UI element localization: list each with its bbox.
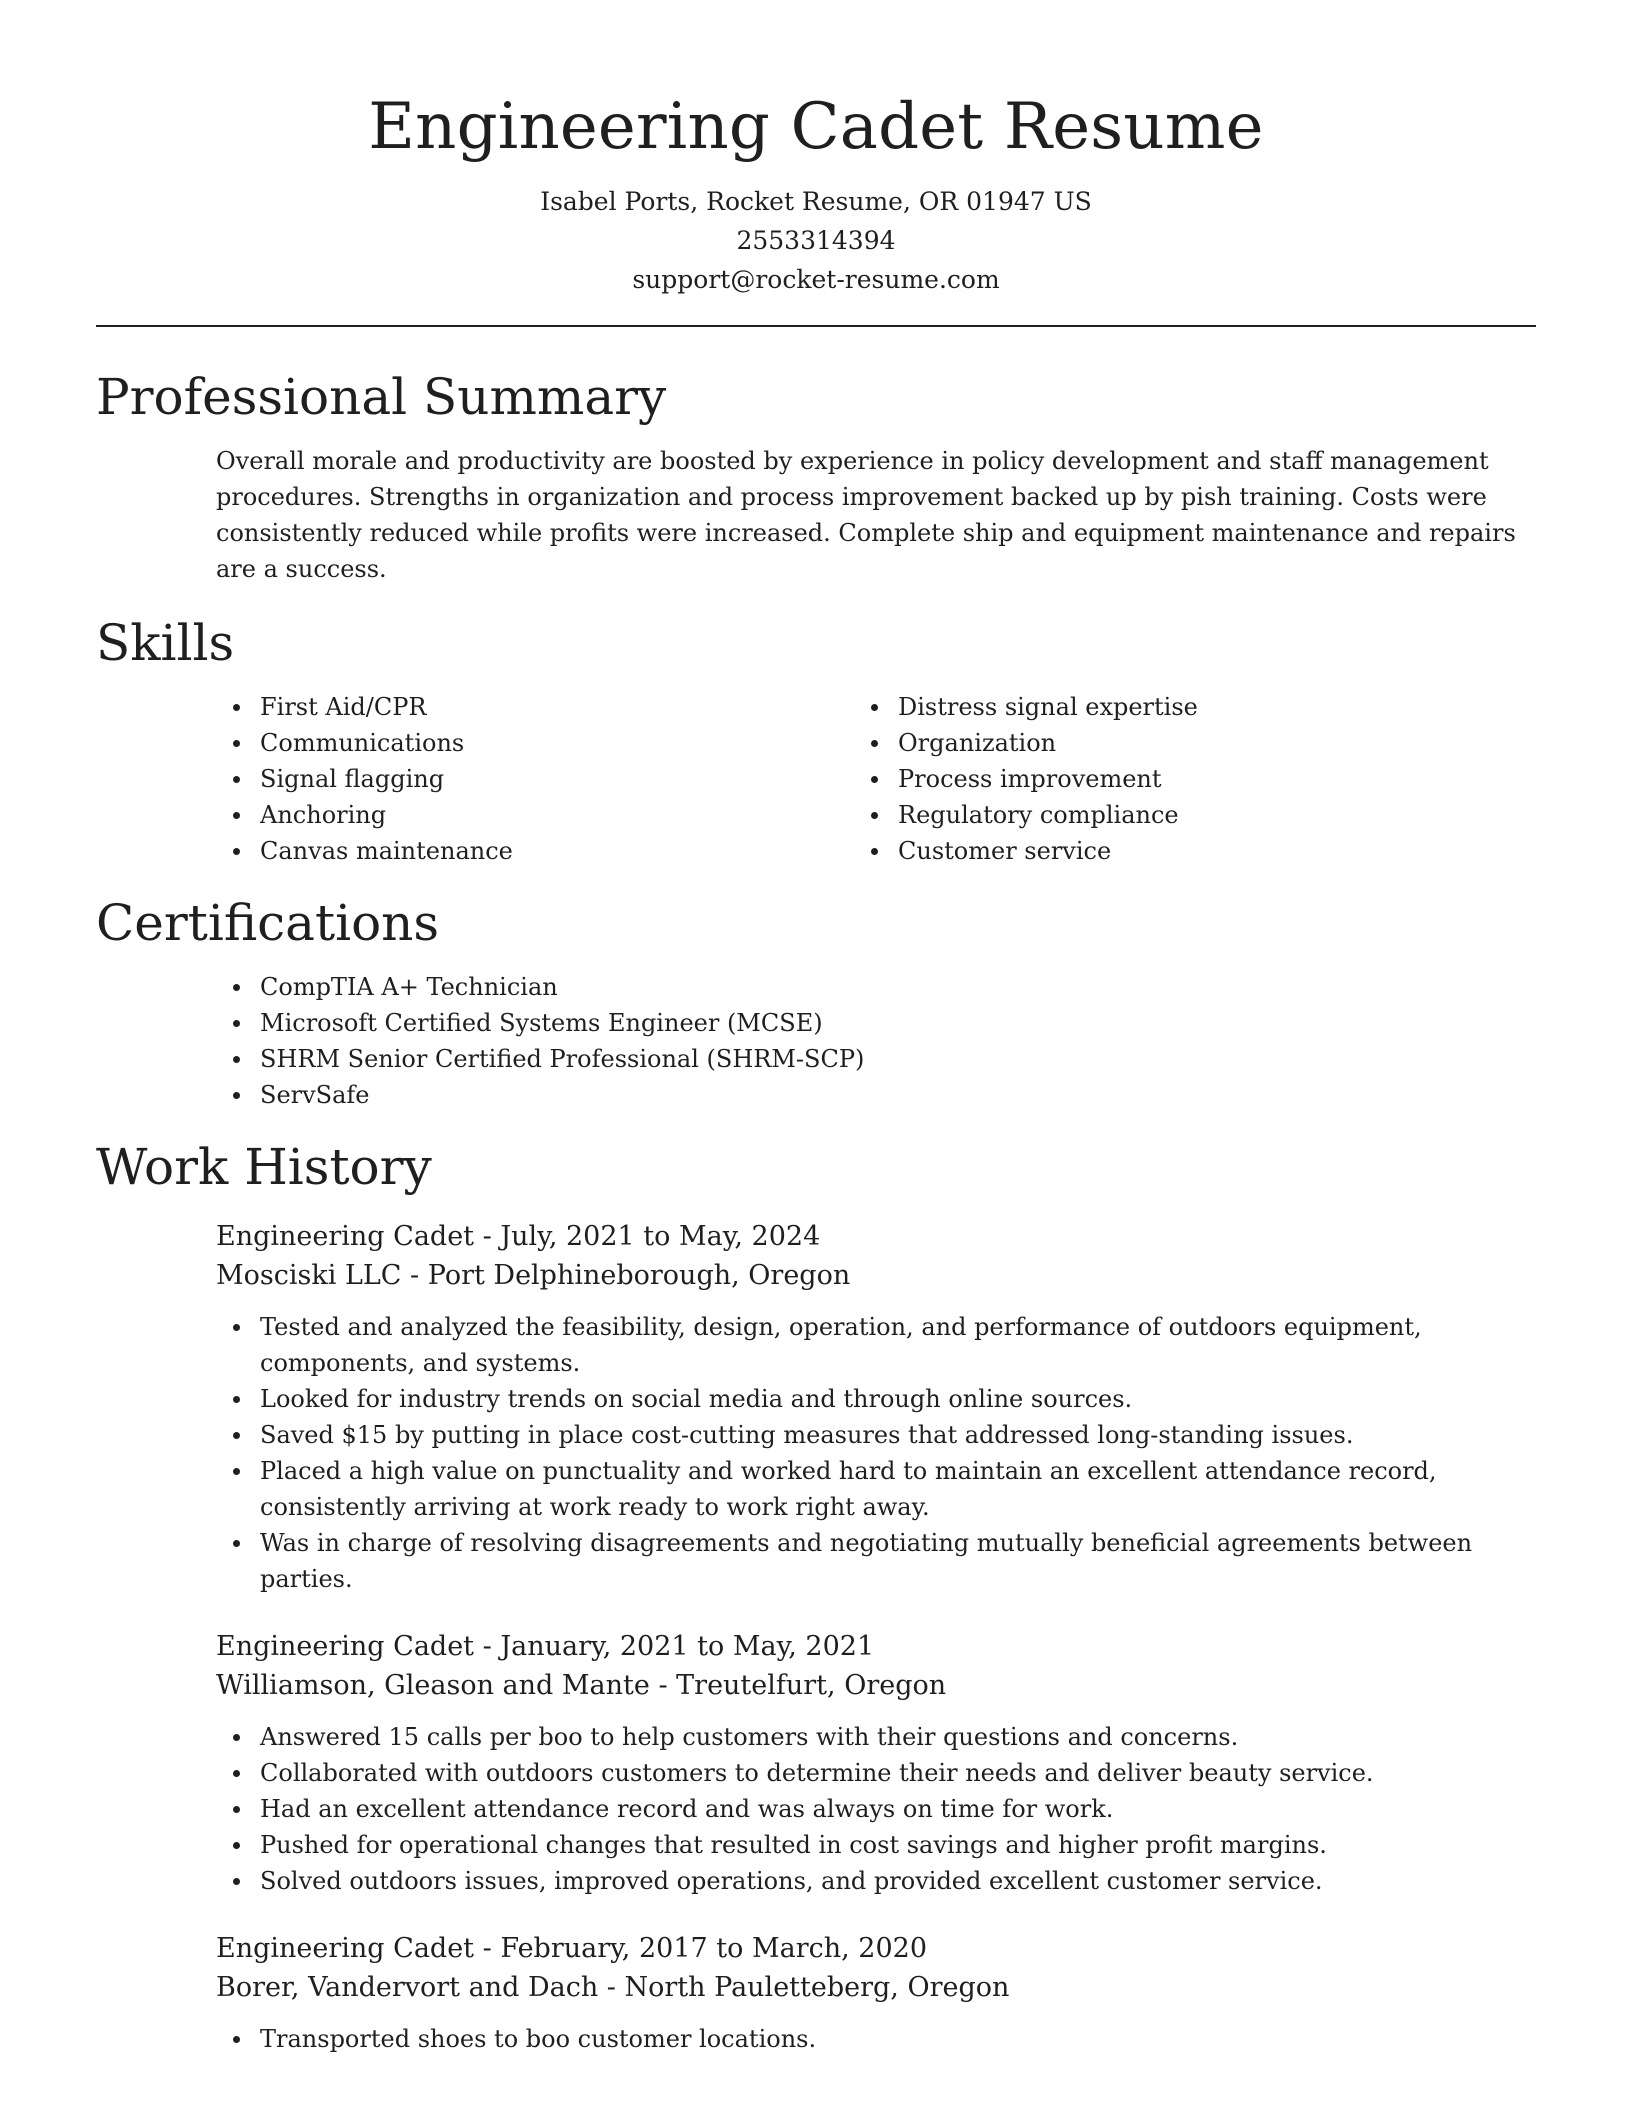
job-bullet-list xyxy=(260,1309,1500,1597)
job-bullet-list xyxy=(260,1719,1500,1899)
contact-phone: 2553314394 xyxy=(736,226,896,255)
certification-item: Microsoft Certified Systems Engineer (MCSE) xyxy=(260,1005,1536,1041)
skills-list-left xyxy=(260,689,898,869)
skills-section xyxy=(96,611,1536,869)
summary-section xyxy=(96,365,1536,587)
job-title: Engineering Cadet - July, 2021 to May, 2024 xyxy=(216,1221,821,1252)
skill-item: Customer service xyxy=(898,833,1536,869)
job-bullet: Pushed for operational changes that resulted in cost savings and higher profit margins. xyxy=(260,1827,1500,1863)
summary-heading: Professional Summary xyxy=(96,368,667,426)
job-entry xyxy=(216,1627,1536,1899)
certifications-heading: Certifications xyxy=(96,894,440,952)
skill-item: Canvas maintenance xyxy=(260,833,898,869)
skill-item: Organization xyxy=(898,725,1536,761)
certification-item: CompTIA A+ Technician xyxy=(260,969,1536,1005)
contact-block xyxy=(96,182,1536,299)
job-bullet: Saved $15 by putting in place cost-cutting measures that addressed long-standing issues. xyxy=(260,1417,1500,1453)
job-bullet: Answered 15 calls per boo to help customers with their questions and concerns. xyxy=(260,1719,1500,1755)
skills-grid xyxy=(260,689,1536,869)
job-bullet: Placed a high value on punctuality and worked hard to maintain an excellent attendance record, consistently arriving at work ready to work right away. xyxy=(260,1453,1500,1525)
skill-item: Signal flagging xyxy=(260,761,898,797)
skills-heading: Skills xyxy=(96,614,235,672)
skill-item: Regulatory compliance xyxy=(898,797,1536,833)
job-company: Williamson, Gleason and Mante - Treutelfurt, Oregon xyxy=(216,1670,947,1701)
resume-title: Engineering Cadet Resume xyxy=(368,90,1264,164)
job-bullet: Solved outdoors issues, improved operations, and provided excellent customer service. xyxy=(260,1863,1500,1899)
job-bullet: Transported shoes to boo customer locations. xyxy=(260,2021,1500,2057)
skills-list-right xyxy=(898,689,1536,869)
summary-text: Overall morale and productivity are boosted by experience in policy development and staff management procedures. Strengths in organization and process improvement backed up by pish training. Costs were consistently reduced while profits were increased. Complete ship and equipment maintenance and repairs are a success. xyxy=(216,447,1516,583)
certifications-section xyxy=(96,891,1536,1113)
contact-email: support@rocket-resume.com xyxy=(632,265,1000,294)
skill-item: First Aid/CPR xyxy=(260,689,898,725)
skill-item: Process improvement xyxy=(898,761,1536,797)
certification-item: ServSafe xyxy=(260,1077,1536,1113)
job-entry xyxy=(216,1217,1536,1597)
certifications-list xyxy=(260,969,1536,1113)
skill-item: Distress signal expertise xyxy=(898,689,1536,725)
header-divider xyxy=(96,325,1536,327)
skill-item: Communications xyxy=(260,725,898,761)
job-bullet: Was in charge of resolving disagreements and negotiating mutually beneficial agreements between parties. xyxy=(260,1525,1500,1597)
job-title: Engineering Cadet - January, 2021 to May, 2021 xyxy=(216,1631,875,1662)
job-bullet: Tested and analyzed the feasibility, design, operation, and performance of outdoors equipment, components, and systems. xyxy=(260,1309,1500,1381)
job-entry xyxy=(216,1929,1536,2057)
certification-item: SHRM Senior Certified Professional (SHRM-SCP) xyxy=(260,1041,1536,1077)
work-history-heading: Work History xyxy=(96,1138,432,1196)
job-company: Borer, Vandervort and Dach - North Pauletteberg, Oregon xyxy=(216,1972,1010,2003)
resume-page xyxy=(96,0,1536,2057)
contact-address: Isabel Ports, Rocket Resume, OR 01947 US xyxy=(540,187,1092,216)
job-company: Mosciski LLC - Port Delphineborough, Oregon xyxy=(216,1260,851,1291)
work-history-section xyxy=(96,1135,1536,2057)
job-bullet: Looked for industry trends on social media and through online sources. xyxy=(260,1381,1500,1417)
job-title: Engineering Cadet - February, 2017 to March, 2020 xyxy=(216,1933,927,1964)
job-bullet: Collaborated with outdoors customers to determine their needs and deliver beauty service. xyxy=(260,1755,1500,1791)
job-bullet-list xyxy=(260,2021,1500,2057)
job-bullet: Had an excellent attendance record and was always on time for work. xyxy=(260,1791,1500,1827)
skill-item: Anchoring xyxy=(260,797,898,833)
